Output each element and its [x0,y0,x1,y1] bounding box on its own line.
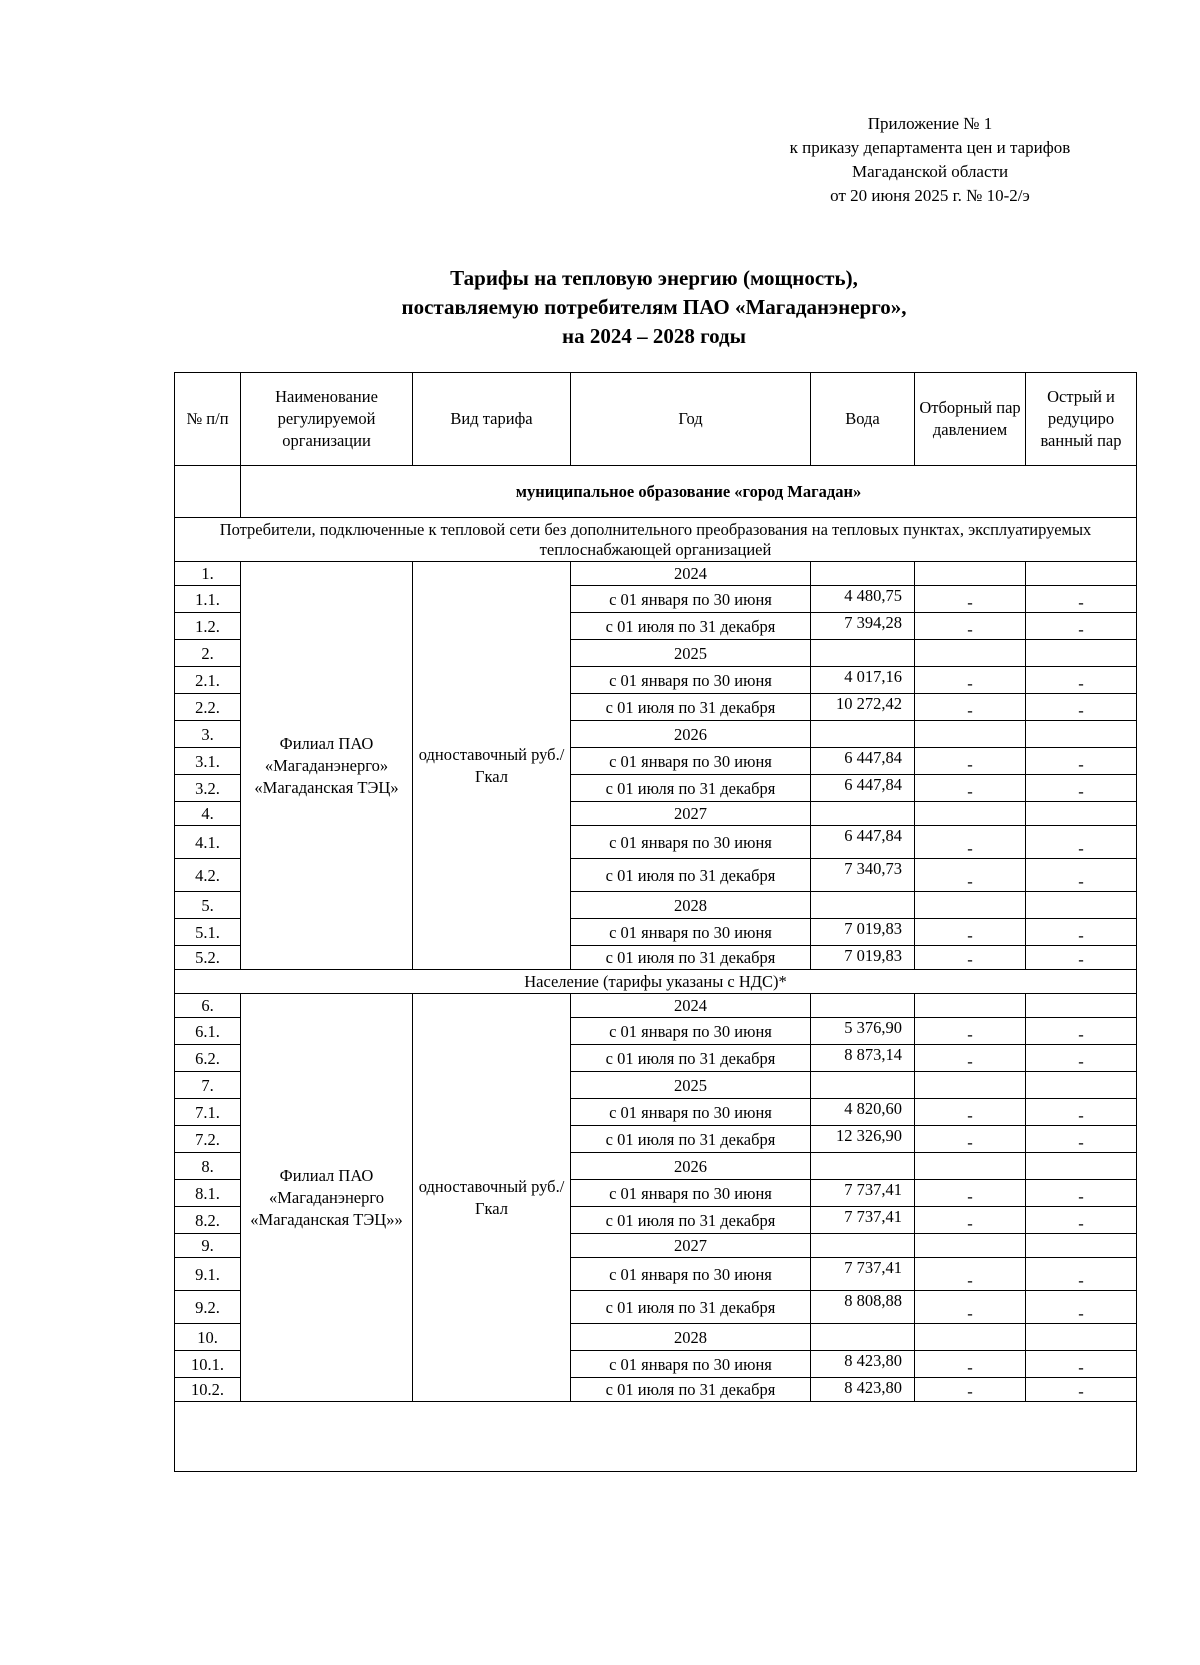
steam-selected-cell [915,892,1026,919]
row-num: 2.2. [175,694,241,721]
steam-sharp-cell [1026,892,1137,919]
steam-sharp-cell [1026,1072,1137,1099]
steam-selected-cell [915,994,1026,1018]
steam-selected-value: - [915,775,1026,802]
row-num: 5. [175,892,241,919]
period-cell: с 01 января по 30 июня [571,1099,811,1126]
row-num: 9.2. [175,1291,241,1324]
row-num: 3.1. [175,748,241,775]
steam-sharp-value: - [1026,826,1137,859]
steam-selected-value: - [915,1045,1026,1072]
steam-sharp-cell [1026,562,1137,586]
row-num: 1.1. [175,586,241,613]
table-row [175,994,1137,1018]
period-cell: с 01 июля по 31 декабря [571,946,811,970]
water-cell [811,1324,915,1351]
org-name: Филиал ПАО «Магаданэнерго» «Магаданская ТЭЦ» [241,562,413,970]
water-value: 12 326,90 [811,1126,915,1153]
header-tariff-type: Вид тарифа [413,373,571,466]
water-value: 7 019,83 [811,946,915,970]
steam-selected-cell [915,721,1026,748]
row-num: 1. [175,562,241,586]
blank-footer-row [175,1402,1137,1472]
steam-sharp-value: - [1026,1018,1137,1045]
steam-sharp-value: - [1026,1180,1137,1207]
steam-selected-cell [915,1072,1026,1099]
row-num: 3.2. [175,775,241,802]
water-value: 10 272,42 [811,694,915,721]
row-num: 6.1. [175,1018,241,1045]
header-water: Вода [811,373,915,466]
row-num: 8.2. [175,1207,241,1234]
water-value: 7 019,83 [811,919,915,946]
steam-sharp-value: - [1026,946,1137,970]
steam-selected-value: - [915,694,1026,721]
steam-selected-value: - [915,748,1026,775]
row-num: 8. [175,1153,241,1180]
row-num: 8.1. [175,1180,241,1207]
table-header-row [175,373,1137,466]
steam-selected-value: - [915,1291,1026,1324]
year-cell: 2027 [571,802,811,826]
steam-sharp-value: - [1026,613,1137,640]
steam-sharp-value: - [1026,1258,1137,1291]
steam-sharp-value: - [1026,1045,1137,1072]
water-value: 6 447,84 [811,826,915,859]
water-cell [811,994,915,1018]
steam-sharp-cell [1026,1153,1137,1180]
water-cell [811,721,915,748]
period-cell: с 01 января по 30 июня [571,1018,811,1045]
water-value: 8 873,14 [811,1045,915,1072]
period-cell: с 01 июля по 31 декабря [571,859,811,892]
section1-title: Потребители, подключенные к тепловой сети без дополнительного преобразования на тепловых пунктах, эксплуатируемых теплоснабжающей организацией [175,518,1137,562]
row-num: 7. [175,1072,241,1099]
water-value: 7 737,41 [811,1180,915,1207]
municipality-num-cell [175,466,241,518]
row-num: 9.1. [175,1258,241,1291]
period-cell: с 01 июля по 31 декабря [571,1378,811,1402]
water-value: 6 447,84 [811,775,915,802]
row-num: 7.2. [175,1126,241,1153]
org-name: Филиал ПАО «Магаданэнерго «Магаданская ТЭЦ»» [241,994,413,1402]
water-value: 4 820,60 [811,1099,915,1126]
row-num: 7.1. [175,1099,241,1126]
year-cell: 2028 [571,1324,811,1351]
appendix-line-3: Магаданской области [851,162,1009,181]
water-value: 7 737,41 [811,1258,915,1291]
period-cell: с 01 июля по 31 декабря [571,1045,811,1072]
period-cell: с 01 января по 30 июня [571,826,811,859]
header-year: Год [571,373,811,466]
water-cell [811,802,915,826]
row-num: 2.1. [175,667,241,694]
steam-selected-cell [915,562,1026,586]
water-value: 5 376,90 [811,1018,915,1045]
steam-sharp-value: - [1026,694,1137,721]
water-cell [811,892,915,919]
title-line-2: поставляемую потребителям ПАО «Магаданэнерго», [401,295,907,319]
row-num: 5.1. [175,919,241,946]
header-steam-selected: Отборный пар давлением [915,373,1026,466]
steam-selected-value: - [915,919,1026,946]
steam-sharp-value: - [1026,1207,1137,1234]
steam-sharp-value: - [1026,1126,1137,1153]
steam-selected-value: - [915,1351,1026,1378]
section1-title-row [175,518,1137,562]
water-cell [811,640,915,667]
period-cell: с 01 января по 30 июня [571,586,811,613]
steam-sharp-value: - [1026,859,1137,892]
steam-sharp-value: - [1026,1099,1137,1126]
appendix-line-4: от 20 июня 2025 г. № 10-2/э [830,186,1030,205]
row-num: 9. [175,1234,241,1258]
period-cell: с 01 июля по 31 декабря [571,1126,811,1153]
period-cell: с 01 июля по 31 декабря [571,1291,811,1324]
row-num: 2. [175,640,241,667]
year-cell: 2024 [571,994,811,1018]
steam-sharp-cell [1026,1324,1137,1351]
row-num: 6.2. [175,1045,241,1072]
water-value: 7 394,28 [811,613,915,640]
period-cell: с 01 июля по 31 декабря [571,613,811,640]
period-cell: с 01 января по 30 июня [571,1351,811,1378]
header-org: Наименование регулируемой организации [241,373,413,466]
steam-selected-value: - [915,1018,1026,1045]
year-cell: 2025 [571,640,811,667]
steam-sharp-cell [1026,994,1137,1018]
steam-selected-cell [915,1234,1026,1258]
period-cell: с 01 января по 30 июня [571,919,811,946]
appendix-line-1: Приложение № 1 [867,114,993,133]
title-line-1: Тарифы на тепловую энергию (мощность), [450,266,858,290]
appendix-reference [700,112,1160,208]
steam-sharp-cell [1026,640,1137,667]
year-cell: 2027 [571,1234,811,1258]
water-cell [811,562,915,586]
steam-selected-value: - [915,1378,1026,1402]
period-cell: с 01 января по 30 июня [571,1258,811,1291]
steam-sharp-value: - [1026,748,1137,775]
row-num: 4.1. [175,826,241,859]
blank-footer-cell [175,1402,1137,1472]
section2-title: Население (тарифы указаны с НДС)* [175,970,1137,994]
steam-sharp-value: - [1026,1291,1137,1324]
row-num: 4. [175,802,241,826]
title-line-3: на 2024 – 2028 годы [561,324,747,348]
tariff-type: одноставочный руб./Гкал [413,562,571,970]
steam-sharp-value: - [1026,667,1137,694]
period-cell: с 01 июля по 31 декабря [571,1207,811,1234]
water-value: 7 340,73 [811,859,915,892]
water-value: 8 423,80 [811,1378,915,1402]
water-cell [811,1153,915,1180]
steam-selected-value: - [915,586,1026,613]
period-cell: с 01 января по 30 июня [571,748,811,775]
steam-selected-cell [915,1153,1026,1180]
steam-selected-value: - [915,1099,1026,1126]
tariff-type: одноставочный руб./Гкал [413,994,571,1402]
water-cell [811,1072,915,1099]
steam-sharp-value: - [1026,1378,1137,1402]
section2-title-row [175,970,1137,994]
row-num: 6. [175,994,241,1018]
water-value: 4 017,16 [811,667,915,694]
header-steam-sharp: Острый и редуциро ванный пар [1026,373,1137,466]
year-cell: 2024 [571,562,811,586]
water-value: 8 808,88 [811,1291,915,1324]
appendix-line-2: к приказу департамента цен и тарифов [789,138,1071,157]
tariff-table [174,372,1137,1472]
steam-selected-value: - [915,1258,1026,1291]
row-num: 10. [175,1324,241,1351]
steam-selected-value: - [915,1207,1026,1234]
period-cell: с 01 января по 30 июня [571,1180,811,1207]
water-value: 8 423,80 [811,1351,915,1378]
steam-sharp-cell [1026,1234,1137,1258]
steam-selected-value: - [915,826,1026,859]
year-cell: 2028 [571,892,811,919]
period-cell: с 01 июля по 31 декабря [571,775,811,802]
steam-sharp-value: - [1026,586,1137,613]
document-title [174,264,1134,351]
water-value: 7 737,41 [811,1207,915,1234]
period-cell: с 01 июля по 31 декабря [571,694,811,721]
steam-sharp-cell [1026,721,1137,748]
row-num: 10.2. [175,1378,241,1402]
year-cell: 2026 [571,1153,811,1180]
municipality-label: муниципальное образование «город Магадан» [241,466,1137,518]
municipality-row [175,466,1137,518]
row-num: 4.2. [175,859,241,892]
steam-selected-cell [915,1324,1026,1351]
steam-sharp-value: - [1026,1351,1137,1378]
table-row [175,562,1137,586]
steam-selected-value: - [915,859,1026,892]
steam-selected-value: - [915,613,1026,640]
steam-selected-value: - [915,1180,1026,1207]
header-num: № п/п [175,373,241,466]
row-num: 5.2. [175,946,241,970]
steam-selected-value: - [915,667,1026,694]
steam-selected-cell [915,640,1026,667]
row-num: 10.1. [175,1351,241,1378]
period-cell: с 01 января по 30 июня [571,667,811,694]
row-num: 3. [175,721,241,748]
water-cell [811,1234,915,1258]
year-cell: 2025 [571,1072,811,1099]
steam-sharp-cell [1026,802,1137,826]
steam-sharp-value: - [1026,919,1137,946]
steam-selected-cell [915,802,1026,826]
water-value: 6 447,84 [811,748,915,775]
year-cell: 2026 [571,721,811,748]
water-value: 4 480,75 [811,586,915,613]
steam-selected-value: - [915,1126,1026,1153]
steam-selected-value: - [915,946,1026,970]
steam-sharp-value: - [1026,775,1137,802]
row-num: 1.2. [175,613,241,640]
